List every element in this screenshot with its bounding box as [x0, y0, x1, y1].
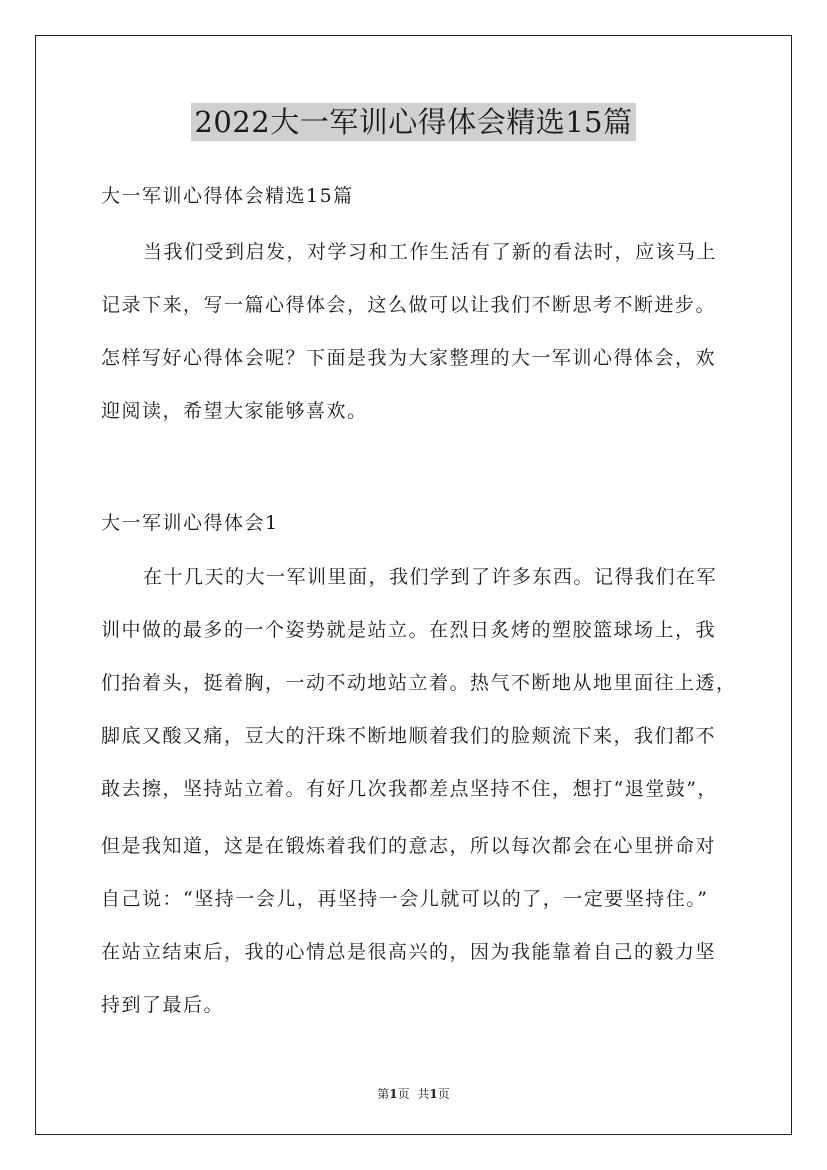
- body-line: 脚底又酸又痛，豆大的汗珠不断地顺着我们的脸颊流下来，我们都不: [101, 725, 717, 747]
- body-line: 持到了最后。: [101, 994, 225, 1016]
- intro-line: 怎样写好心得体会呢？下面是我为大家整理的大一军训心得体会，欢: [101, 347, 717, 369]
- section-heading: 大一军训心得体会1: [101, 512, 279, 534]
- body-line: 在站立结束后，我的心情总是很高兴的，因为我能靠着自己的毅力坚: [101, 941, 717, 963]
- page-number: 1: [389, 1087, 398, 1101]
- body-line: 自己说：“坚持一会儿，再坚持一会儿就可以的了，一定要坚持住。”: [101, 888, 709, 910]
- total-pages: 1: [429, 1087, 438, 1101]
- page-prefix: 第: [377, 1087, 390, 1101]
- page-suffix: 页: [397, 1087, 410, 1101]
- title-wrap: [0, 103, 827, 141]
- total-suffix: 页: [437, 1087, 450, 1101]
- intro-line: 迎阅读，希望大家能够喜欢。: [101, 400, 368, 422]
- body-line: 们抬着头，挺着胸，一动不动地站立着。热气不断地从地里面往上透，: [101, 672, 737, 694]
- page-footer: [0, 1085, 827, 1102]
- subtitle: 大一军训心得体会精选15篇: [101, 185, 354, 207]
- body-line: 在十几天的大一军训里面，我们学到了许多东西。记得我们在军: [143, 566, 718, 588]
- total-prefix: 共: [417, 1087, 430, 1101]
- body-line: 训中做的最多的一个姿势就是站立。在烈日炙烤的塑胶篮球场上，我: [101, 619, 717, 641]
- body-line: 但是我知道，这是在锻炼着我们的意志，所以每次都会在心里拼命对: [101, 835, 717, 857]
- body-line: 敢去擦，坚持站立着。有好几次我都差点坚持不住，想打“退堂鼓”，: [101, 778, 718, 800]
- document-title: 2022大一军训心得体会精选15篇: [191, 103, 635, 141]
- intro-line: 记录下来，写一篇心得体会，这么做可以让我们不断思考不断进步。: [101, 294, 717, 316]
- intro-line: 当我们受到启发，对学习和工作生活有了新的看法时，应该马上: [143, 241, 718, 263]
